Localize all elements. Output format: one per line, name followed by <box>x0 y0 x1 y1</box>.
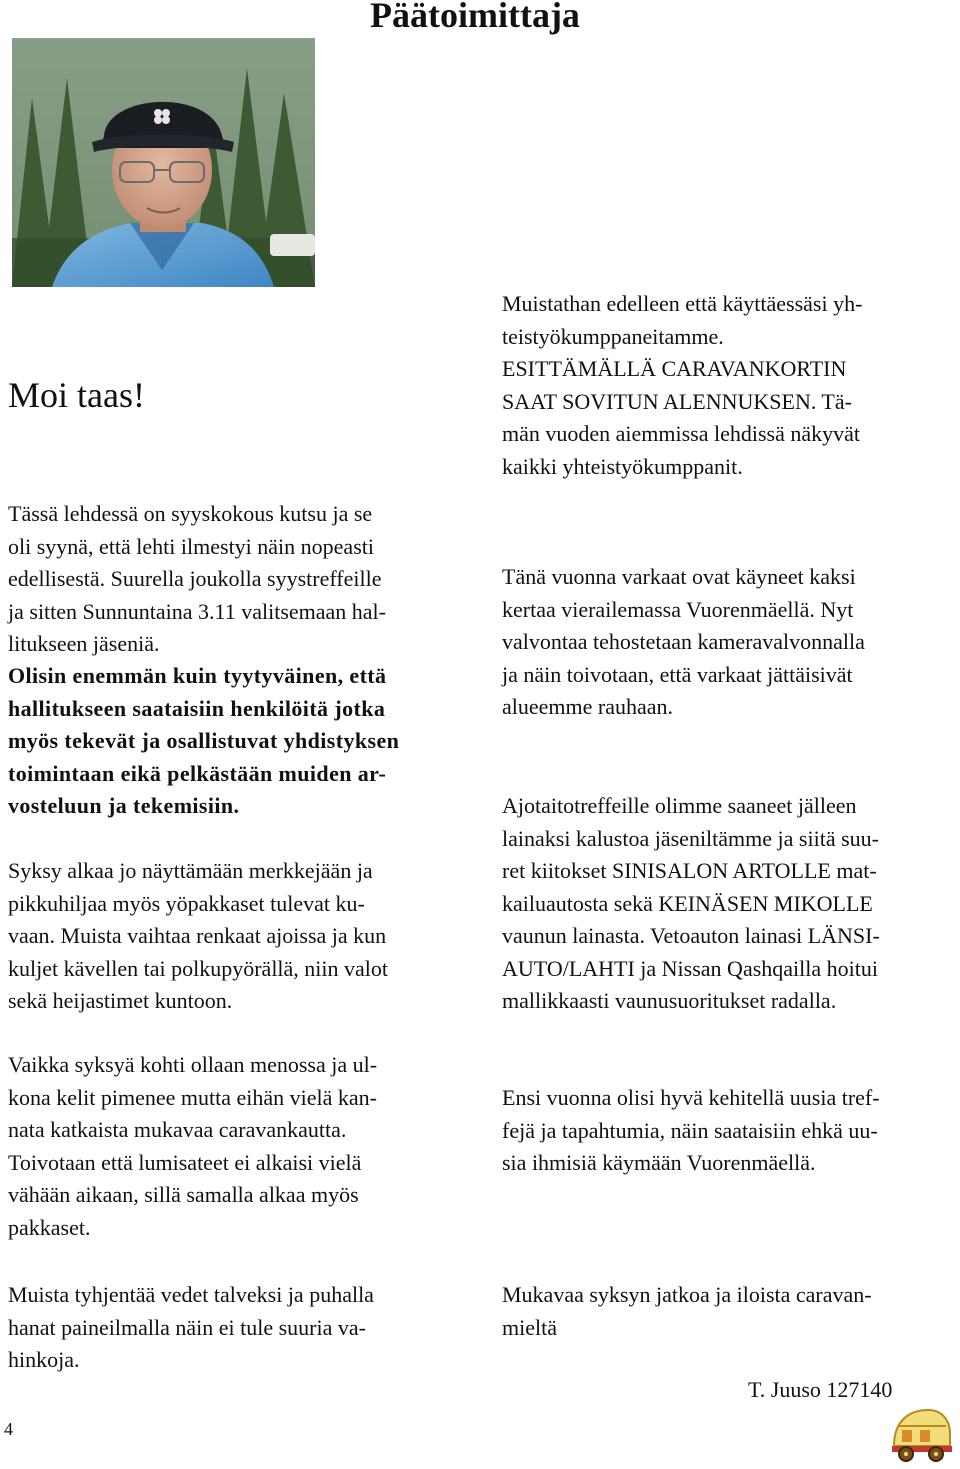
paragraph-text: Tässä lehdessä on syyskokous kutsu ja se oli syynä, että lehti ilmestyi näin nopeasti edellisestä. Suurella joukolla syystreffeille ja sitten Sunnuntaina 3.11 valitsemaan hal- litukseen jäseniä. <box>8 501 386 656</box>
left-paragraph-5 <box>8 1279 468 1377</box>
paragraph-text: Ensi vuonna olisi hyvä kehitellä uusia tref- fejä ja tapahtumia, näin saataisiin ehkä uu- sia ihmisiä käymään Vuorenmäellä. <box>502 1085 880 1175</box>
paragraph-text: Mukavaa syksyn jatkoa ja iloista caravan- mieltä <box>502 1282 872 1340</box>
right-paragraph-1 <box>502 288 957 483</box>
left-paragraph-1 <box>8 498 468 661</box>
caravan-logo-icon <box>888 1406 954 1464</box>
paragraph-text: Olisin enemmän kuin tyytyväinen, että hallitukseen saataisiin henkilöitä jotka myös tekevät ja osallistuvat yhdistyksen toimintaan eikä pelkästään muiden ar- vosteluun ja tekemisiin. <box>8 663 400 818</box>
author-signature: T. Juuso 127140 <box>748 1377 893 1402</box>
paragraph-text: Muistathan edelleen että käyttäessäsi yh- teistyökumppaneitamme. ESITTÄMÄLLÄ CARAVANKORTIN SAAT SOVITUN ALENNUKSEN. Tä- män vuoden aiemmissa lehdissä näkyvät kaikki yhteistyökumppanit. <box>502 291 863 479</box>
paragraph-text: Syksy alkaa jo näyttämään merkkejään ja pikkuhiljaa myös yöpakkaset tulevat ku- vaan. Muista vaihtaa renkaat ajoissa ja kun kuljet kävellen tai polkupyörällä, niin valot sekä heijastimet kuntoon. <box>8 858 389 1013</box>
paragraph-text: Muista tyhjentää vedet talveksi ja puhalla hanat paineilmalla näin ei tule suuria va- hinkoja. <box>8 1282 374 1372</box>
page-title: Päätoimittaja <box>370 0 580 35</box>
left-paragraph-2 <box>8 660 468 823</box>
right-paragraph-4 <box>502 1082 957 1180</box>
left-paragraph-3 <box>8 855 468 1018</box>
page-number: 4 <box>4 1419 13 1439</box>
greeting-heading: Moi taas! <box>8 375 145 415</box>
right-paragraph-2 <box>502 561 957 724</box>
right-paragraph-3 <box>502 790 957 1018</box>
left-paragraph-4 <box>8 1049 468 1244</box>
right-paragraph-5 <box>502 1279 957 1344</box>
paragraph-text: Vaikka syksyä kohti ollaan menossa ja ul- kona kelit pimenee mutta eihän vielä kan- nata katkaista mukavaa caravankautta. Toivotaan että lumisateet ei alkaisi vielä vähään aikaan, sillä samalla alkaa myös pakkaset. <box>8 1052 378 1240</box>
paragraph-text: Tänä vuonna varkaat ovat käyneet kaksi kertaa vierailemassa Vuorenmäellä. Nyt valvontaa tehostetaan kameravalvonnalla ja näin toivotaan, että varkaat jättäisivät alueemme rauhaan. <box>502 564 865 719</box>
editor-portrait-image <box>12 38 315 287</box>
editor-photo <box>12 38 315 287</box>
paragraph-text: Ajotaitotreffeille olimme saaneet jälleen lainaksi kalustoa jäseniltämme ja siitä suu- ret kiitokset SINISALON ARTOLLE mat- kailuautosta sekä KEINÄSEN MIKOLLE vaunun lainasta. Vetoauton lainasi LÄNSI- AUTO/LAHTI ja Nissan Qashqailla hoitui mallikkaasti vaunusuoritukset radalla. <box>502 793 880 1013</box>
